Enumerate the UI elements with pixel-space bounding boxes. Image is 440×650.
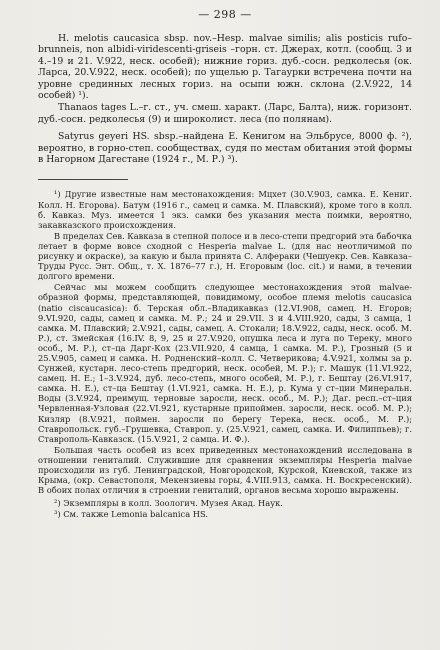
footnote-1-localities: Сейчас мы можем сообщить следующее местонахождения этой malvae-образной формы, представляющей, повидимому, особое племя melotis caucasica (natio ciscaucasica): б. Терская обл.–Владикавказ (12.VI.908, самец. Н. Егоров; 9.VI.920, сады, самец и самка. М. Р.; 24 и 29.VII. 3 и 4.VIII.920, сады, 3 самца, 1 самка. М. Плавский; 2.V.921, сады, самец. А. Стокали; 18.V.922, сады, неск. особ. М. Р.), ст. Змейская (16.IV. 8, 9, 25 и 27.V.920, опушка леса и луга по Тереку, много особ., М. Р.), ст–ца Дарг-Кох (23.VII.920, 4 самца, 1 самка. М. Р.), Грозный (5 и 25.V.905, самец и самка. Н. Родненский–колл. С. Четверикова; 4.V.921, холмы за р. Сунжей, кустарн. лесо-степь предгорий, неск. особей, М. Р.); г. Машук (11.VI.922, самец. Н. Е.; 1–3.V.924, дуб. лесо-степь, много особей, М. Р.), г. Бештау (26.VI.917, самка. Н. Е.), ст–ца Бештау (1.VI.921, самка. Н. Е.), р. Кума у ст–ции Минеральн. Воды (3.V.924, преимущ. терновые заросли, неск. особ., М. Р.); Даг. респ.–ст–ция Червленная-Узловая (22.VI.921, кустарные припоймен. заросли, неск. особ. М. Р.); Кизляр (8.V.921, поймен. заросли по берегу Терека, неск. особ., М. Р.); Ставропольск. губ.–Грушевка, Ставроп. у. (25.V.921, самец, самка. И. Филиппьев); г. Ставрополь-Кавказск. (15.V.921, 2 самца. И. Ф.). — [38, 282, 412, 444]
footnote-1-continued: В пределах Сев. Кавказа в степной полосе и в лесо-степи предгорий эта бабочка летает в форме вовсе сходной с Hesperia malvae L. (для нас неотличимой по рисунку и окраске), за какую и была принята С. Алфераки (Чешуекр. Сев. Кавказа–Труды Русс. Энт. Общ., т. X. 1876–77 г.), Н. Егоровым (loc. cit.) и нами, в течении долгого времени. — [38, 230, 412, 282]
footnote-1-genitalia: Большая часть особей из всех приведенных местонахождений исследована в отношении гениталий. Служившие для сравнения экземпляры Hesperia malvae происходили из губ. Ленинградской, Новгородской, Курской, Киевской, также из Крыма, (окр. Севастополя, Мекензиевы горы, 4.VIII.913, самка. Н. Воскресенский). В обоих полах отличия в строении гениталий, органов весьма хорошо выражены. — [38, 444, 412, 496]
footnote-divider — [38, 179, 128, 180]
species-entry-satyrus: Satyrus geyeri HS. sbsp.–найдена Е. Кенигом на Эльбрусе, 8000 ф. ²), вероятно, в горно-степ. сообществах, судя по местам обитания этой формы в Нагорном Дагестане (1924 г., М. Р.) ³). — [38, 131, 412, 166]
species-entry-thanaos: Thanaos tages L.–г. ст., уч. смеш. характ. (Ларс, Балта), ниж. горизонт. дуб.-сосн. редколесья (9) и широколист. леса (по полянам). — [38, 102, 412, 125]
footnote-3: ³) См. также Lemonia balcanica HS. — [54, 509, 209, 520]
footnote-1: ¹) Другие известные нам местонахождения: Мцхет (30.V.903, самка. Е. Кениг. Колл. Н. Егорова). Батум (1916 г., самец и самка. М. Плавский), кроме того в колл. б. Кавказ. Муз. имеется 1 экз. самки без указания места поимки, вероятно, закавказского происхождения. — [38, 189, 412, 230]
page-number: — 298 — — [198, 8, 252, 21]
footnote-2: ²) Экземпляры в колл. Зоологич. Музея Акад. Наук. — [54, 498, 283, 509]
species-entry-melotis: H. melotis caucasica sbsp. nov.–Hesp. malvae similis; alis posticis rufo–brunneis, non albidi-viridescenti-griseis –горн. ст. Джерах, котл. (сообщ. 3 и 4.–19 и 21. V.922, неск. особей); нижние гориз. дуб.-сосн. редколесья (ок. Ларса, 20.V.922, неск. особей); по ущелью р. Тагаурки встречена почти на уровне срединных лесных гориз. на осыпи южн. склона (2.V.922, 14 особей) ¹). — [38, 33, 412, 102]
